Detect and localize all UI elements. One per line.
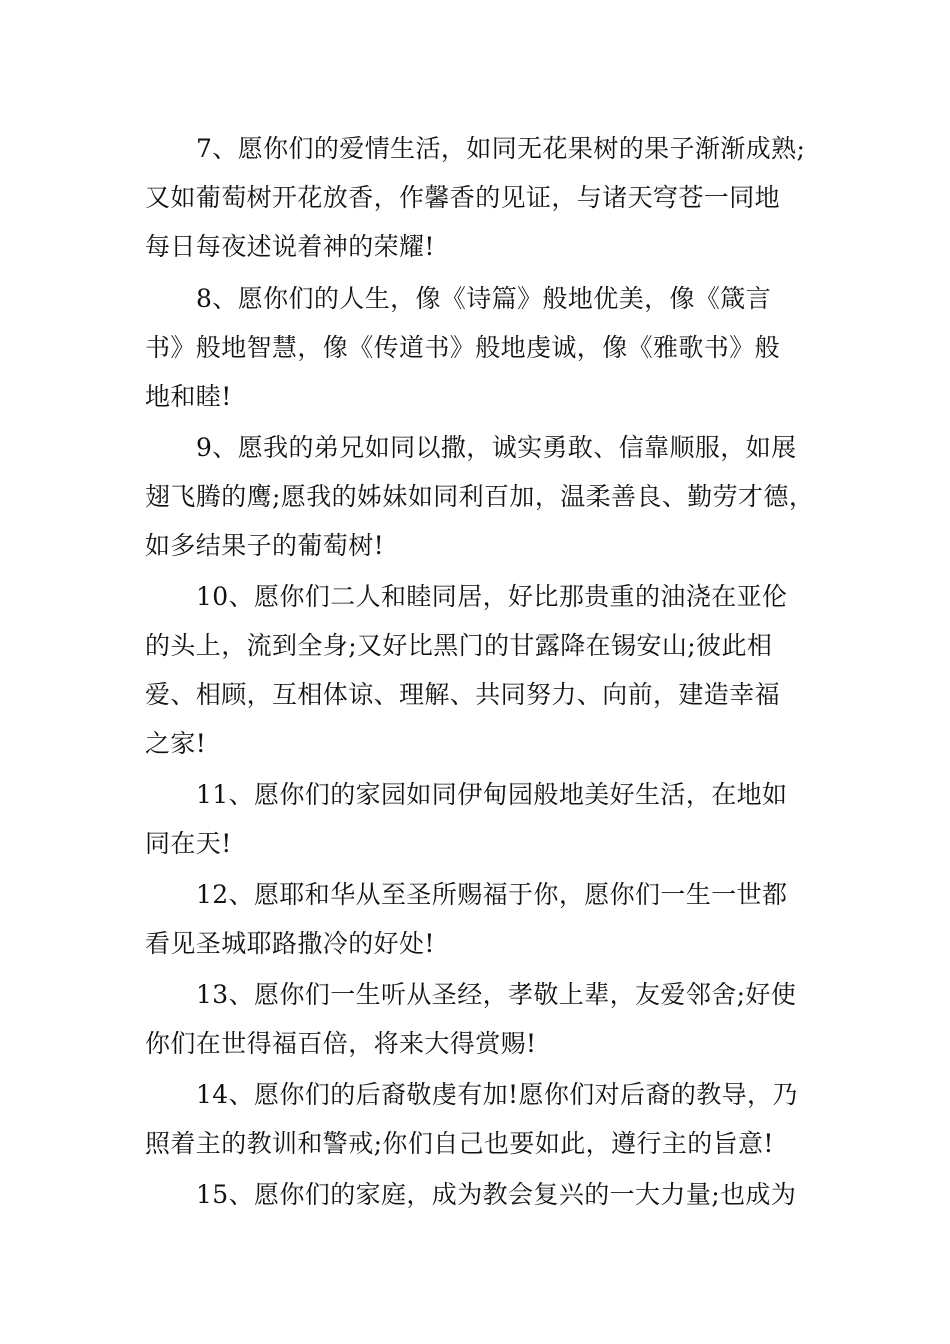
text-line: 的头上，流到全身;又好比黑门的甘露降在锡安山;彼此相 <box>145 631 773 660</box>
text-line: 每日每夜述说着神的荣耀! <box>145 232 435 261</box>
text-line: 又如葡萄树开花放香，作馨香的见证，与诸天穹苍一同地 <box>145 183 781 212</box>
text-line: 翅飞腾的鹰;愿我的姊妹如同利百加，温柔善良、勤劳才德， <box>145 482 815 511</box>
text-line: 照着主的教训和警戒;你们自己也要如此，遵行主的旨意! <box>145 1129 774 1158</box>
text-line: 你们在世得福百倍，将来大得赏赐! <box>145 1029 537 1058</box>
text-line: 9、愿我的弟兄如同以撒，诚实勇敢、信靠顺服，如展 <box>196 433 797 462</box>
text-line: 之家! <box>145 729 207 758</box>
text-line: 14、愿你们的后裔敬虔有加!愿你们对后裔的教导，乃 <box>196 1080 798 1109</box>
text-line: 爱、相顾，互相体谅、理解、共同努力、向前，建造幸福 <box>145 680 781 709</box>
text-line: 书》般地智慧，像《传道书》般地虔诚，像《雅歌书》般 <box>145 333 781 362</box>
text-line: 8、愿你们的人生，像《诗篇》般地优美，像《箴言 <box>196 284 772 313</box>
text-line: 13、愿你们一生听从圣经，孝敬上辈，友爱邻舍;好使 <box>196 980 797 1009</box>
text-line: 地和睦! <box>145 382 232 411</box>
text-line: 12、愿耶和华从至圣所赐福于你，愿你们一生一世都 <box>196 880 788 909</box>
text-line: 15、愿你们的家庭，成为教会复兴的一大力量;也成为 <box>196 1180 797 1209</box>
text-line: 看见圣城耶路撒冷的好处! <box>145 929 435 958</box>
text-line: 11、愿你们的家园如同伊甸园般地美好生活，在地如 <box>196 780 788 809</box>
text-line: 10、愿你们二人和睦同居，好比那贵重的油浇在亚伦 <box>196 582 788 611</box>
text-line: 如多结果子的葡萄树! <box>145 531 385 560</box>
text-line: 同在天! <box>145 829 232 858</box>
text-line: 7、愿你们的爱情生活，如同无花果树的果子渐渐成熟; <box>196 134 806 163</box>
